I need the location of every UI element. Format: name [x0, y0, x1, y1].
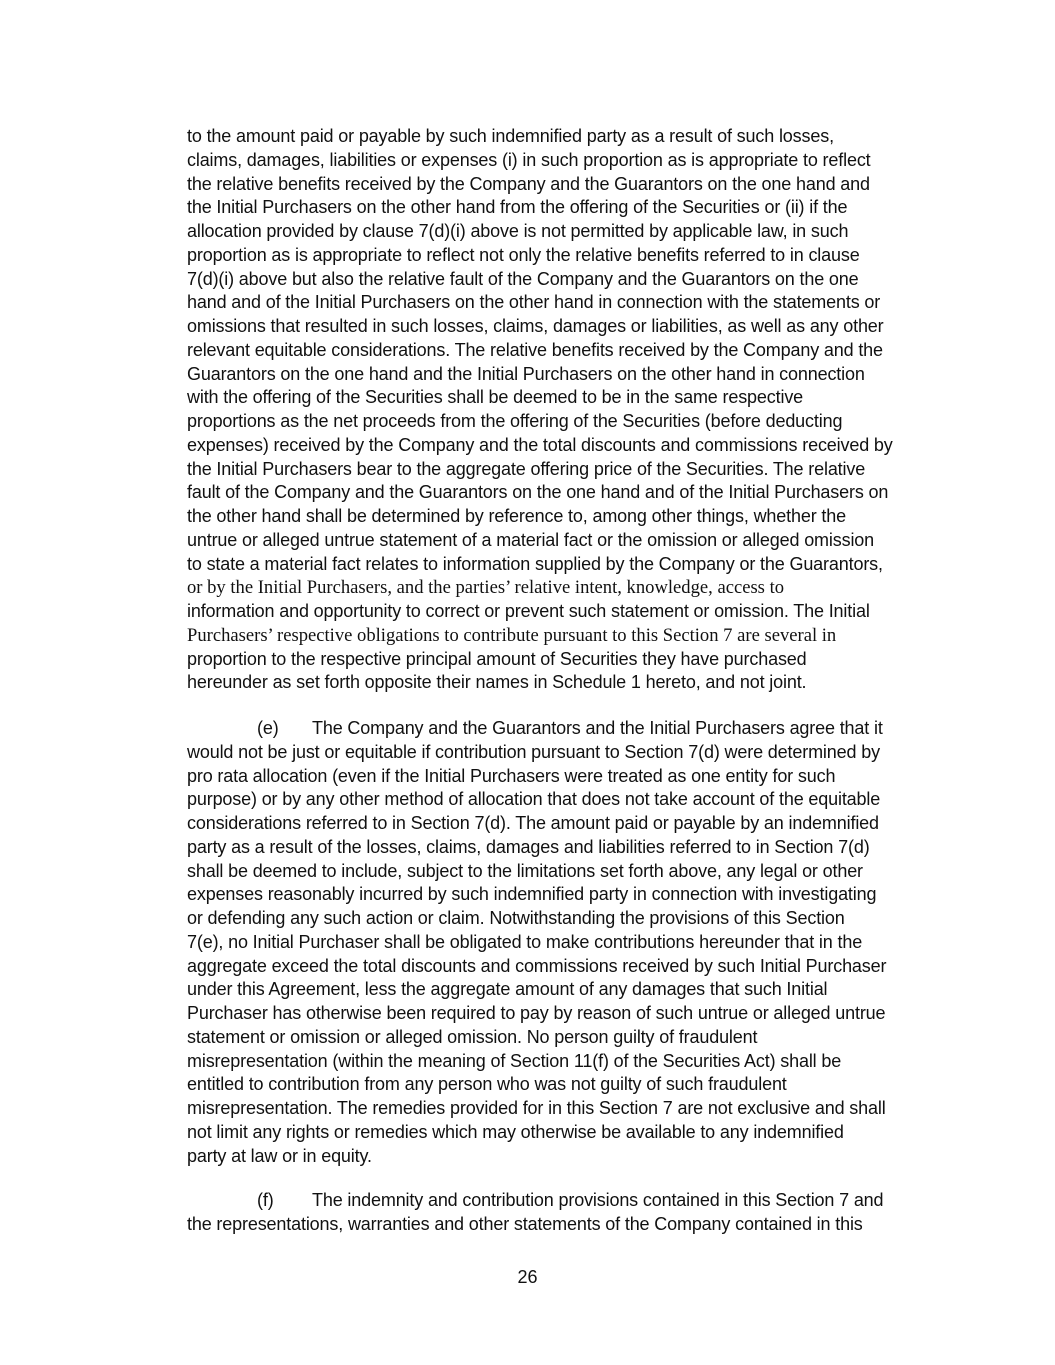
text-line: the Initial Purchasers bear to the aggregate offering price of the Securities. The relative: [187, 458, 866, 479]
text-line: hereunder as set forth opposite their names in Schedule 1 hereto, and not joint.: [187, 672, 807, 693]
text-line: expenses reasonably incurred by such indemnified party in connection with investigating: [187, 884, 877, 905]
paragraph-e: [187, 717, 947, 1168]
text-line: with the offering of the Securities shall be deemed to be in the same respective: [187, 387, 804, 408]
text-line: not limit any rights or remedies which may otherwise be available to any indemnified: [187, 1121, 844, 1142]
page-number: 26: [517, 1267, 538, 1287]
text-line: 7(e), no Initial Purchaser shall be obligated to make contributions hereunder that in the: [187, 931, 863, 952]
text-line: aggregate exceed the total discounts and commissions received by such Initial Purchaser: [187, 955, 887, 976]
text-line: Purchasers’ respective obligations to contribute pursuant to this Section 7 are several in: [187, 624, 837, 646]
text-line: information and opportunity to correct or prevent such statement or omission. The Initial: [187, 601, 870, 621]
text-line: under this Agreement, less the aggregate amount of any damages that such Initial: [187, 979, 828, 1000]
text-line: the other hand shall be determined by reference to, among other things, whether the: [187, 506, 846, 526]
text-line: or defending any such action or claim. Notwithstanding the provisions of this Section: [187, 908, 845, 928]
text-line: relevant equitable considerations. The relative benefits received by the Company and the: [187, 339, 883, 360]
text-line: hand and of the Initial Purchasers on the other hand in connection with the statements or: [187, 292, 881, 313]
text-line: or by the Initial Purchasers, and the parties’ relative intent, knowledge, access to: [187, 577, 785, 599]
text-line: the relative benefits received by the Company and the Guarantors on the one hand and: [187, 173, 870, 194]
text-line: statement or omission or alleged omission. No person guilty of fraudulent: [187, 1026, 758, 1047]
paragraph-f: [187, 1189, 947, 1237]
paragraph-e-first-line-text: The Company and the Guarantors and the Initial Purchasers agree that it: [312, 718, 883, 738]
paragraph-e-label: (e): [257, 718, 279, 738]
text-line: the representations, warranties and other statements of the Company contained in this: [187, 1213, 863, 1234]
text-line: shall be deemed to include, subject to the limitations set forth above, any legal or other: [187, 860, 863, 881]
text-line: proportions as the net proceeds from the offering of the Securities (before deducting: [187, 411, 843, 431]
text-line: the Initial Purchasers on the other hand from the offering of the Securities or (ii) if the: [187, 197, 848, 218]
text-line: expenses) received by the Company and the total discounts and commissions received by: [187, 434, 893, 455]
text-line: fault of the Company and the Guarantors on the one hand and of the Initial Purchasers on: [187, 482, 889, 503]
text-line: proportion to the respective principal amount of Securities they have purchased: [187, 648, 807, 669]
text-line: to the amount paid or payable by such indemnified party as a result of such losses,: [187, 126, 834, 146]
text-line: claims, damages, liabilities or expenses (i) in such proportion as is appropriate to reflect: [187, 149, 871, 170]
text-line: Guarantors on the one hand and the Initial Purchasers on the other hand in connection: [187, 363, 865, 384]
text-line: Purchaser has otherwise been required to pay by reason of such untrue or alleged untrue: [187, 1003, 886, 1023]
text-line: entitled to contribution from any person who was not guilty of such fraudulent: [187, 1074, 787, 1095]
text-line: misrepresentation. The remedies provided for in this Section 7 are not exclusive and shall: [187, 1098, 886, 1118]
paragraph-e-first-line: [187, 717, 947, 741]
text-line: purpose) or by any other method of allocation that does not take account of the equitable: [187, 789, 881, 810]
text-line: omissions that resulted in such losses, claims, damages or liabilities, as well as any other: [187, 316, 884, 336]
text-line: allocation provided by clause 7(d)(i) above is not permitted by applicable law, in such: [187, 221, 849, 241]
text-line: untrue or alleged untrue statement of a material fact or the omission or alleged omission: [187, 529, 875, 550]
text-line: would not be just or equitable if contribution pursuant to Section 7(d) were determined by: [187, 741, 880, 762]
text-line: pro rata allocation (even if the Initial Purchasers were treated as one entity for such: [187, 765, 836, 786]
text-line: party at law or in equity.: [187, 1145, 372, 1166]
text-line: 7(d)(i) above but also the relative fault of the Company and the Guarantors on the one: [187, 268, 859, 289]
paragraph-f-label: (f): [257, 1190, 274, 1210]
paragraph-f-first-line: [187, 1189, 947, 1213]
text-line: considerations referred to in Section 7(d). The amount paid or payable by an indemnified: [187, 813, 879, 833]
text-line: party as a result of the losses, claims, damages and liabilities referred to in Section 7(d): [187, 836, 870, 857]
text-line: proportion as is appropriate to reflect not only the relative benefits referred to in clause: [187, 244, 860, 265]
paragraph-d-continued: [187, 125, 947, 695]
text-line: misrepresentation (within the meaning of Section 11(f) of the Securities Act) shall be: [187, 1050, 842, 1071]
paragraph-f-first-line-text: The indemnity and contribution provisions contained in this Section 7 and: [312, 1190, 884, 1210]
text-line: to state a material fact relates to information supplied by the Company or the Guarantors,: [187, 553, 883, 574]
